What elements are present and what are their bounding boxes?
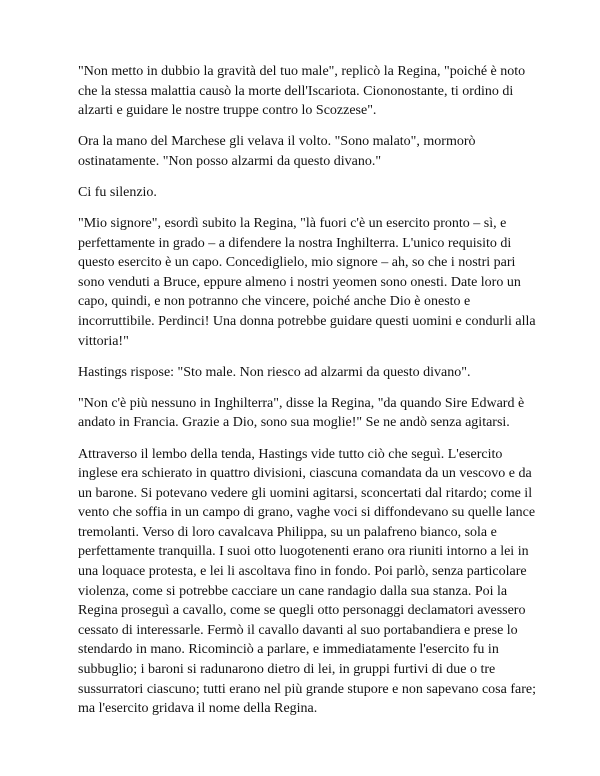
document-page bbox=[78, 62, 536, 730]
paragraph-1: "Non metto in dubbio la gravità del tuo male", replicò la Regina, "poiché è noto che la stessa malattia causò la morte dell'Iscariota. Ciononostante, ti ordino di alzarti e guidare le nostre truppe contro lo Scozzese". bbox=[78, 64, 526, 119]
paragraph-4: "Mio signore", esordì subito la Regina, "là fuori c'è un esercito pronto – sì, e perfettamente in grado – a difendere la nostra Inghilterra. L'unico requisito di questo esercito è un capo. Concediglielo, mio signore – ah, so che i nostri pari sono venduti a Bruce, eppure almeno i nostri yeomen sono onesti. Date loro un capo, quindi, e non potranno che vincere, poiché anche Dio è onesto e incorruttibile. Perdinci! Una donna potrebbe guidare questi uomini e condurli alla vittoria!" bbox=[78, 216, 536, 349]
paragraph-5: Hastings rispose: "Sto male. Non riesco ad alzarmi da questo divano". bbox=[78, 364, 471, 380]
paragraph-6: "Non c'è più nessuno in Inghilterra", disse la Regina, "da quando Sire Edward è andato in Francia. Grazie a Dio, sono sua moglie!" Se ne andò senza agitarsi. bbox=[78, 395, 525, 431]
paragraph-3: Ci fu silenzio. bbox=[78, 184, 157, 200]
paragraph-2: Ora la mano del Marchese gli velava il volto. "Sono malato", mormorò ostinatamente. "Non posso alzarmi da questo divano." bbox=[78, 134, 476, 169]
paragraph-7: Attraverso il lembo della tenda, Hastings vide tutto ciò che seguì. L'esercito inglese era schierato in quattro divisioni, ciascuna comandata da un vescovo e da un barone. Si potevano vedere gli uomini agitarsi, sconcertati dal ritardo; come il vento che soffia in un campo di grano, vaghe voci si diffondevano su quelle lance tremolanti. Verso di loro cavalcava Philippa, su un palafreno bianco, sola e perfettamente tranquilla. I suoi otto luogotenenti erano ora riuniti intorno a lei in una loquace protesta, e lei li ascoltava fino in fondo. Poi parlò, senza particolare violenza, come si potrebbe cacciare un cane randagio dalla sua stanza. Poi la Regina proseguì a cavallo, come se quegli otto personaggi declamatori avessero cessato di interessarle. Fermò il cavallo davanti al suo portabandiera e prese lo stendardo in mano. Ricominciò a parlare, e immediatamente l'esercito fu in subbuglio; i baroni si radunarono dietro di lei, in gruppi furtivi di due o tre sussurratori ciascuno; tutti erano nel più grande stupore e non sapevano cosa fare; ma l'esercito gridava il nome della Regina. bbox=[78, 446, 536, 717]
